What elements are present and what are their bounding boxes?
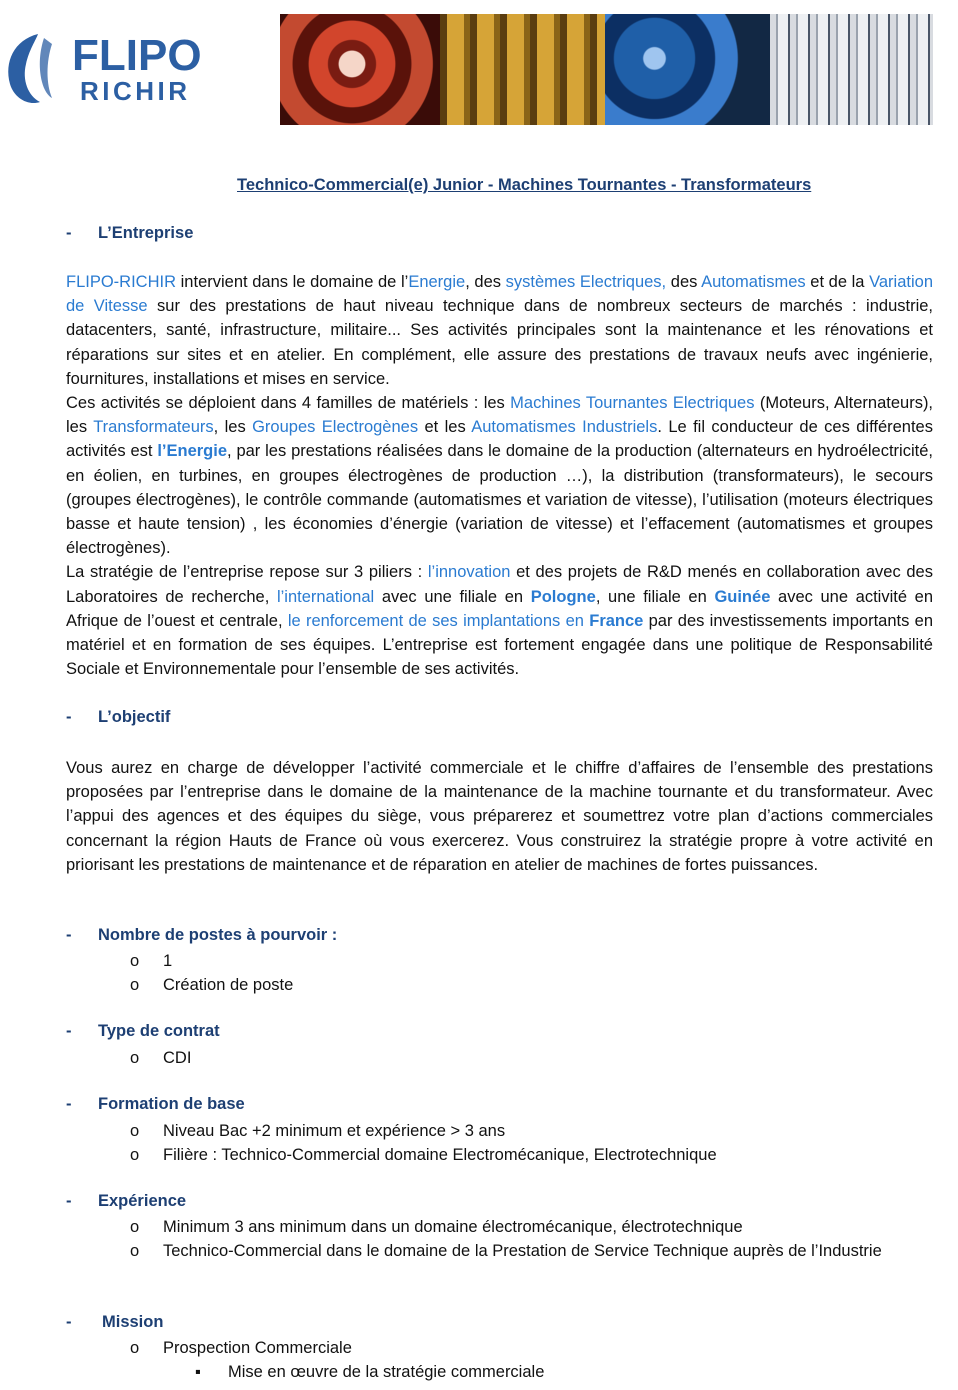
text-run: , les xyxy=(213,418,253,437)
text-run: des xyxy=(666,273,702,291)
highlighted-term: FLIPO-RICHIR xyxy=(66,273,177,291)
highlighted-term: Automatismes xyxy=(701,273,806,291)
circle-bullet: o xyxy=(130,1218,140,1236)
list-item xyxy=(130,1046,933,1070)
highlighted-term: l’innovation xyxy=(427,563,511,582)
text-run: La stratégie de l’entreprise repose sur 3 piliers : xyxy=(66,563,428,582)
list-item xyxy=(130,1336,933,1360)
text-run: avec une activité en Afrique de l’ouest et centrale, xyxy=(66,587,934,630)
section-title: Mission xyxy=(102,1313,164,1331)
section-formation xyxy=(66,1095,245,1114)
dash-marker: - xyxy=(66,1095,72,1113)
text-run: par des investissements importants en matériel et en formation de ses équipes. L’entreprise est fortement engagée dans une politique de Responsabilité Sociale et Environnementale pour l’ensemble de ses activités. xyxy=(66,611,934,679)
highlighted-term: France xyxy=(589,611,644,630)
list-item-text: 1 xyxy=(163,952,173,970)
company-logo xyxy=(0,28,250,108)
circle-bullet: o xyxy=(130,1122,140,1140)
square-bullet: ▪ xyxy=(195,1363,201,1381)
list-item xyxy=(130,1119,933,1143)
circle-bullet: o xyxy=(130,952,140,970)
section-postes xyxy=(66,926,337,945)
circle-bullet: o xyxy=(130,1146,140,1164)
page-title: Technico-Commercial(e) Junior - Machines Tournantes - Transformateurs xyxy=(237,176,812,194)
highlighted-term: Energie xyxy=(408,273,466,291)
text-run: (Moteurs, Alternateurs), les xyxy=(66,394,934,437)
dash-marker: - xyxy=(66,926,72,944)
circle-bullet: o xyxy=(130,1049,140,1067)
section-title: Formation de base xyxy=(98,1095,245,1113)
section-title: Expérience xyxy=(98,1192,187,1210)
logo-swoosh-icon xyxy=(8,34,40,103)
logo-text-bottom: RICHIR xyxy=(80,76,191,106)
highlighted-term: Pologne xyxy=(530,587,596,606)
list-item-text: Mise en œuvre de la stratégie commerciale xyxy=(228,1363,545,1381)
logo-text-top: FLIPO xyxy=(72,31,202,80)
circle-bullet: o xyxy=(130,976,140,994)
highlighted-term: Groupes Electrogènes xyxy=(252,418,419,437)
highlighted-term: Transformateurs xyxy=(93,418,214,437)
highlighted-term: systèmes Electriques, xyxy=(505,273,667,291)
section-title: L’Entreprise xyxy=(98,224,194,242)
list-item xyxy=(130,973,933,997)
text-run: et des projets de R&D menés en collaboration avec des Laboratoires de recherche, xyxy=(66,563,933,606)
highlighted-term: Guinée xyxy=(714,587,771,606)
highlighted-term: l’Energie xyxy=(157,442,228,461)
entreprise-paragraph xyxy=(66,270,933,681)
list-item xyxy=(130,1143,933,1167)
header-banner xyxy=(280,14,933,125)
dash-marker: - xyxy=(66,708,72,726)
text-run: intervient dans le domaine de l’ xyxy=(176,273,409,291)
list-item-text: Niveau Bac +2 minimum et expérience > 3 ans xyxy=(163,1122,506,1140)
dash-marker: - xyxy=(66,1022,72,1040)
circle-bullet: o xyxy=(130,1242,140,1260)
text-run: sur des prestations de haut niveau technique dans de nombreux secteurs de marchés : industrie, datacenters, santé, infrastructure, militaire... Ses activités principales sont la maintenance et les rénovations et réparations sur sites et en atelier. En complément, elle assure des prestations de travaux neufs avec ingénierie, fournitures, installations et mises en service. xyxy=(66,297,934,388)
section-title: Type de contrat xyxy=(98,1022,220,1040)
text-run: avec une filiale en xyxy=(374,587,531,606)
list-item-text: Prospection Commerciale xyxy=(163,1339,352,1357)
circle-bullet: o xyxy=(130,1339,140,1357)
list-item-text: Minimum 3 ans minimum dans un domaine électromécanique, électrotechnique xyxy=(163,1218,743,1236)
section-title: Nombre de postes à pourvoir : xyxy=(98,926,338,944)
section-mission xyxy=(66,1313,163,1332)
text-run: , une filiale en xyxy=(595,587,715,606)
text-run: , par les prestations réalisées dans le domaine de la production (alternateurs en hydroélectricité, en éolien, en turbines, en groupes électrogènes de production …), la distribution (transformateurs), le secours (groupes électrogènes), le contrôle commande (automatismes et variation de vitesse), l’utilisation (moteurs électriques basse et haute tension) , les économies d’énergie (variation de vitesse) et l’effacement (automatismes et groupes électrogènes). xyxy=(66,442,933,558)
entreprise-p3 xyxy=(66,560,933,681)
stator-photo xyxy=(280,14,440,125)
text-run: , des xyxy=(465,273,506,291)
highlighted-term: Automatismes Industriels xyxy=(471,418,658,437)
list-item-text: Technico-Commercial dans le domaine de la Prestation de Service Technique auprès de l’Industrie xyxy=(163,1242,882,1260)
text-run: Ces activités se déploient dans 4 familles de matériels : les xyxy=(66,394,511,413)
section-experience xyxy=(66,1192,186,1211)
objectif-paragraph: Vous aurez en charge de développer l’activité commerciale et le chiffre d’affaires de l’ensemble des prestations proposées par l’entreprise dans le domaine de la maintenance de la machine tournante et du transformateur. Avec l’appui des agences et des équipes du siège, vous préparerez et soumettrez votre plan d’actions commerciales concernant la région Hauts de France où vous exercerez. Vous construirez la stratégie propre à votre activité en priorisant les prestations de maintenance et de réparation en atelier de machines de fortes puissances. xyxy=(66,759,933,874)
text-run: et les xyxy=(418,418,472,437)
entreprise-p2 xyxy=(66,391,933,560)
control-panel-photo xyxy=(770,14,933,125)
text-run: . Le fil conducteur de ces différentes activités est xyxy=(66,418,933,461)
section-contrat xyxy=(66,1022,220,1041)
section-objectif xyxy=(66,708,170,727)
dash-marker: - xyxy=(66,224,72,242)
dash-marker: - xyxy=(66,1313,72,1331)
entreprise-p1 xyxy=(66,270,933,391)
highlighted-term: Machines Tournantes Electriques xyxy=(510,394,755,413)
engine-photo xyxy=(605,14,770,125)
section-title: L’objectif xyxy=(98,708,171,726)
list-item-text: Création de poste xyxy=(163,976,294,994)
highlighted-term: le renforcement de ses implantations en xyxy=(287,611,590,630)
transformer-photo xyxy=(440,14,605,125)
highlighted-term: l’international xyxy=(276,587,375,606)
highlighted-term: Variation de Vitesse xyxy=(66,273,933,316)
list-item xyxy=(130,1215,933,1239)
list-item xyxy=(130,1239,933,1263)
dash-marker: - xyxy=(66,1192,72,1210)
list-item xyxy=(130,949,933,973)
section-entreprise xyxy=(66,224,193,243)
text-run: et de la xyxy=(805,273,870,291)
sub-list-item xyxy=(195,1360,545,1384)
list-item-text: CDI xyxy=(163,1049,192,1067)
list-item-text: Filière : Technico-Commercial domaine Electromécanique, Electrotechnique xyxy=(163,1146,717,1164)
